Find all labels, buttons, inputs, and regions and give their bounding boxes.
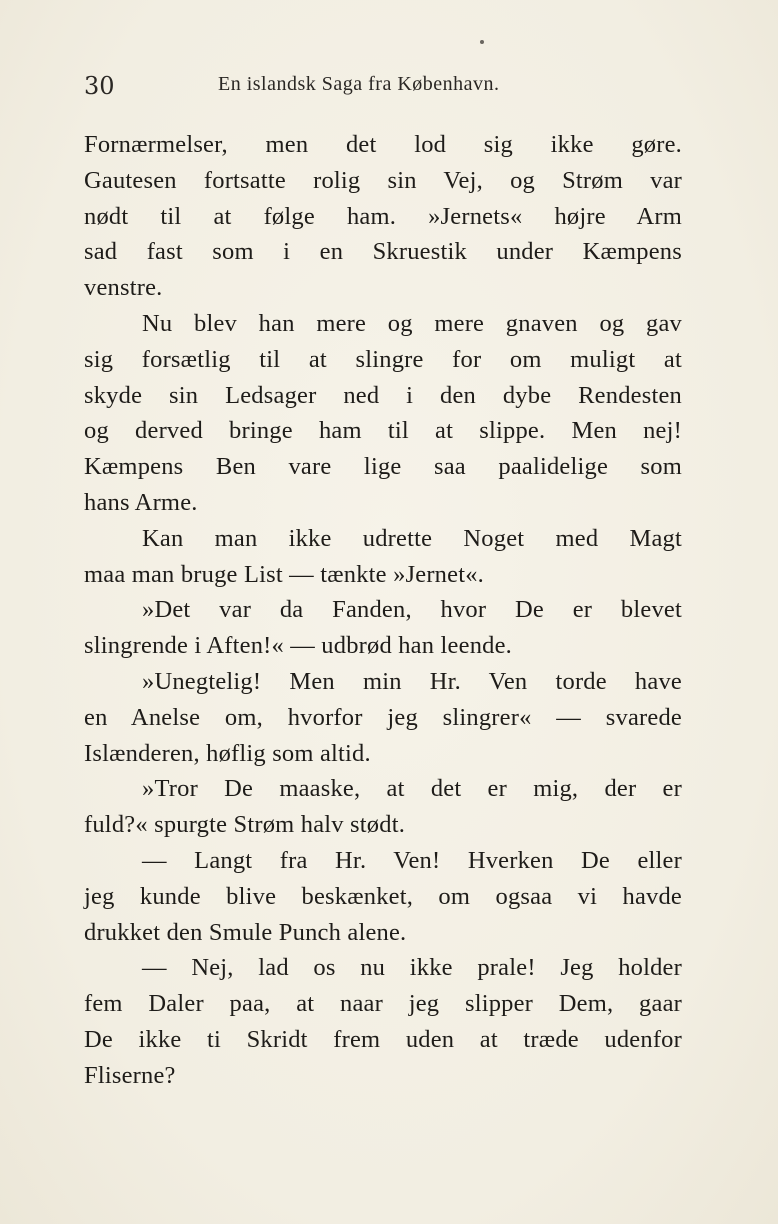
text-line: fuld?« spurgte Strøm halv stødt. xyxy=(84,811,406,839)
text-line: sig forsætlig til at slingre for om muligt at xyxy=(84,345,682,373)
paragraph xyxy=(84,843,682,950)
paragraph xyxy=(84,950,682,1093)
text-line: — Nej, lad os nu ikke prale! Jeg holder xyxy=(142,954,682,982)
text-line: fem Daler paa, at naar jeg slipper Dem, gaar xyxy=(84,990,682,1018)
text-line: maa man bruge List — tænkte »Jernet«. xyxy=(84,560,484,588)
page-header xyxy=(84,70,684,100)
body-text xyxy=(84,127,682,1094)
text-line: Islænderen, høflig som altid. xyxy=(84,739,371,767)
text-line: en Anelse om, hvorfor jeg slingrer« — svarede xyxy=(84,703,682,731)
text-line: venstre. xyxy=(84,274,163,302)
paragraph xyxy=(84,127,682,306)
text-line: »Det var da Fanden, hvor De er blevet xyxy=(142,596,682,624)
text-line: og derved bringe ham til at slippe. Men nej! xyxy=(84,417,682,445)
text-line: jeg kunde blive beskænket, om ogsaa vi havde xyxy=(84,882,682,910)
text-line: skyde sin Ledsager ned i den dybe Rendesten xyxy=(84,381,682,409)
text-line: sad fast som i en Skruestik under Kæmpens xyxy=(84,238,682,266)
running-title: En islandsk Saga fra København. xyxy=(218,73,500,95)
text-line: drukket den Smule Punch alene. xyxy=(84,918,407,946)
paragraph xyxy=(84,664,682,771)
text-line: hans Arme. xyxy=(84,488,198,516)
ink-speck xyxy=(480,40,484,44)
paragraph xyxy=(84,521,682,593)
text-line: — Langt fra Hr. Ven! Hverken De eller xyxy=(142,846,682,874)
text-line: »Tror De maaske, at det er mig, der er xyxy=(142,775,682,803)
text-line: Kan man ikke udrette Noget med Magt xyxy=(142,524,682,552)
text-line: Fornærmelser, men det lod sig ikke gøre. xyxy=(84,131,682,158)
page-number: 30 xyxy=(84,72,115,100)
paragraph xyxy=(84,592,682,664)
paragraph xyxy=(84,771,682,843)
text-line: Nu blev han mere og mere gnaven og gav xyxy=(142,309,682,337)
paragraph xyxy=(84,306,682,521)
text-line: De ikke ti Skridt frem uden at træde udenfor xyxy=(84,1025,682,1053)
text-line: »Unegtelig! Men min Hr. Ven torde have xyxy=(142,667,682,695)
text-line: Fliserne? xyxy=(84,1061,176,1089)
text-line: slingrende i Aften!« — udbrød han leende. xyxy=(84,632,512,660)
text-line: Gautesen fortsatte rolig sin Vej, og Strøm var xyxy=(84,166,682,194)
text-line: nødt til at følge ham. »Jernets« højre Arm xyxy=(84,202,682,230)
text-line: Kæmpens Ben vare lige saa paalidelige som xyxy=(84,453,682,481)
